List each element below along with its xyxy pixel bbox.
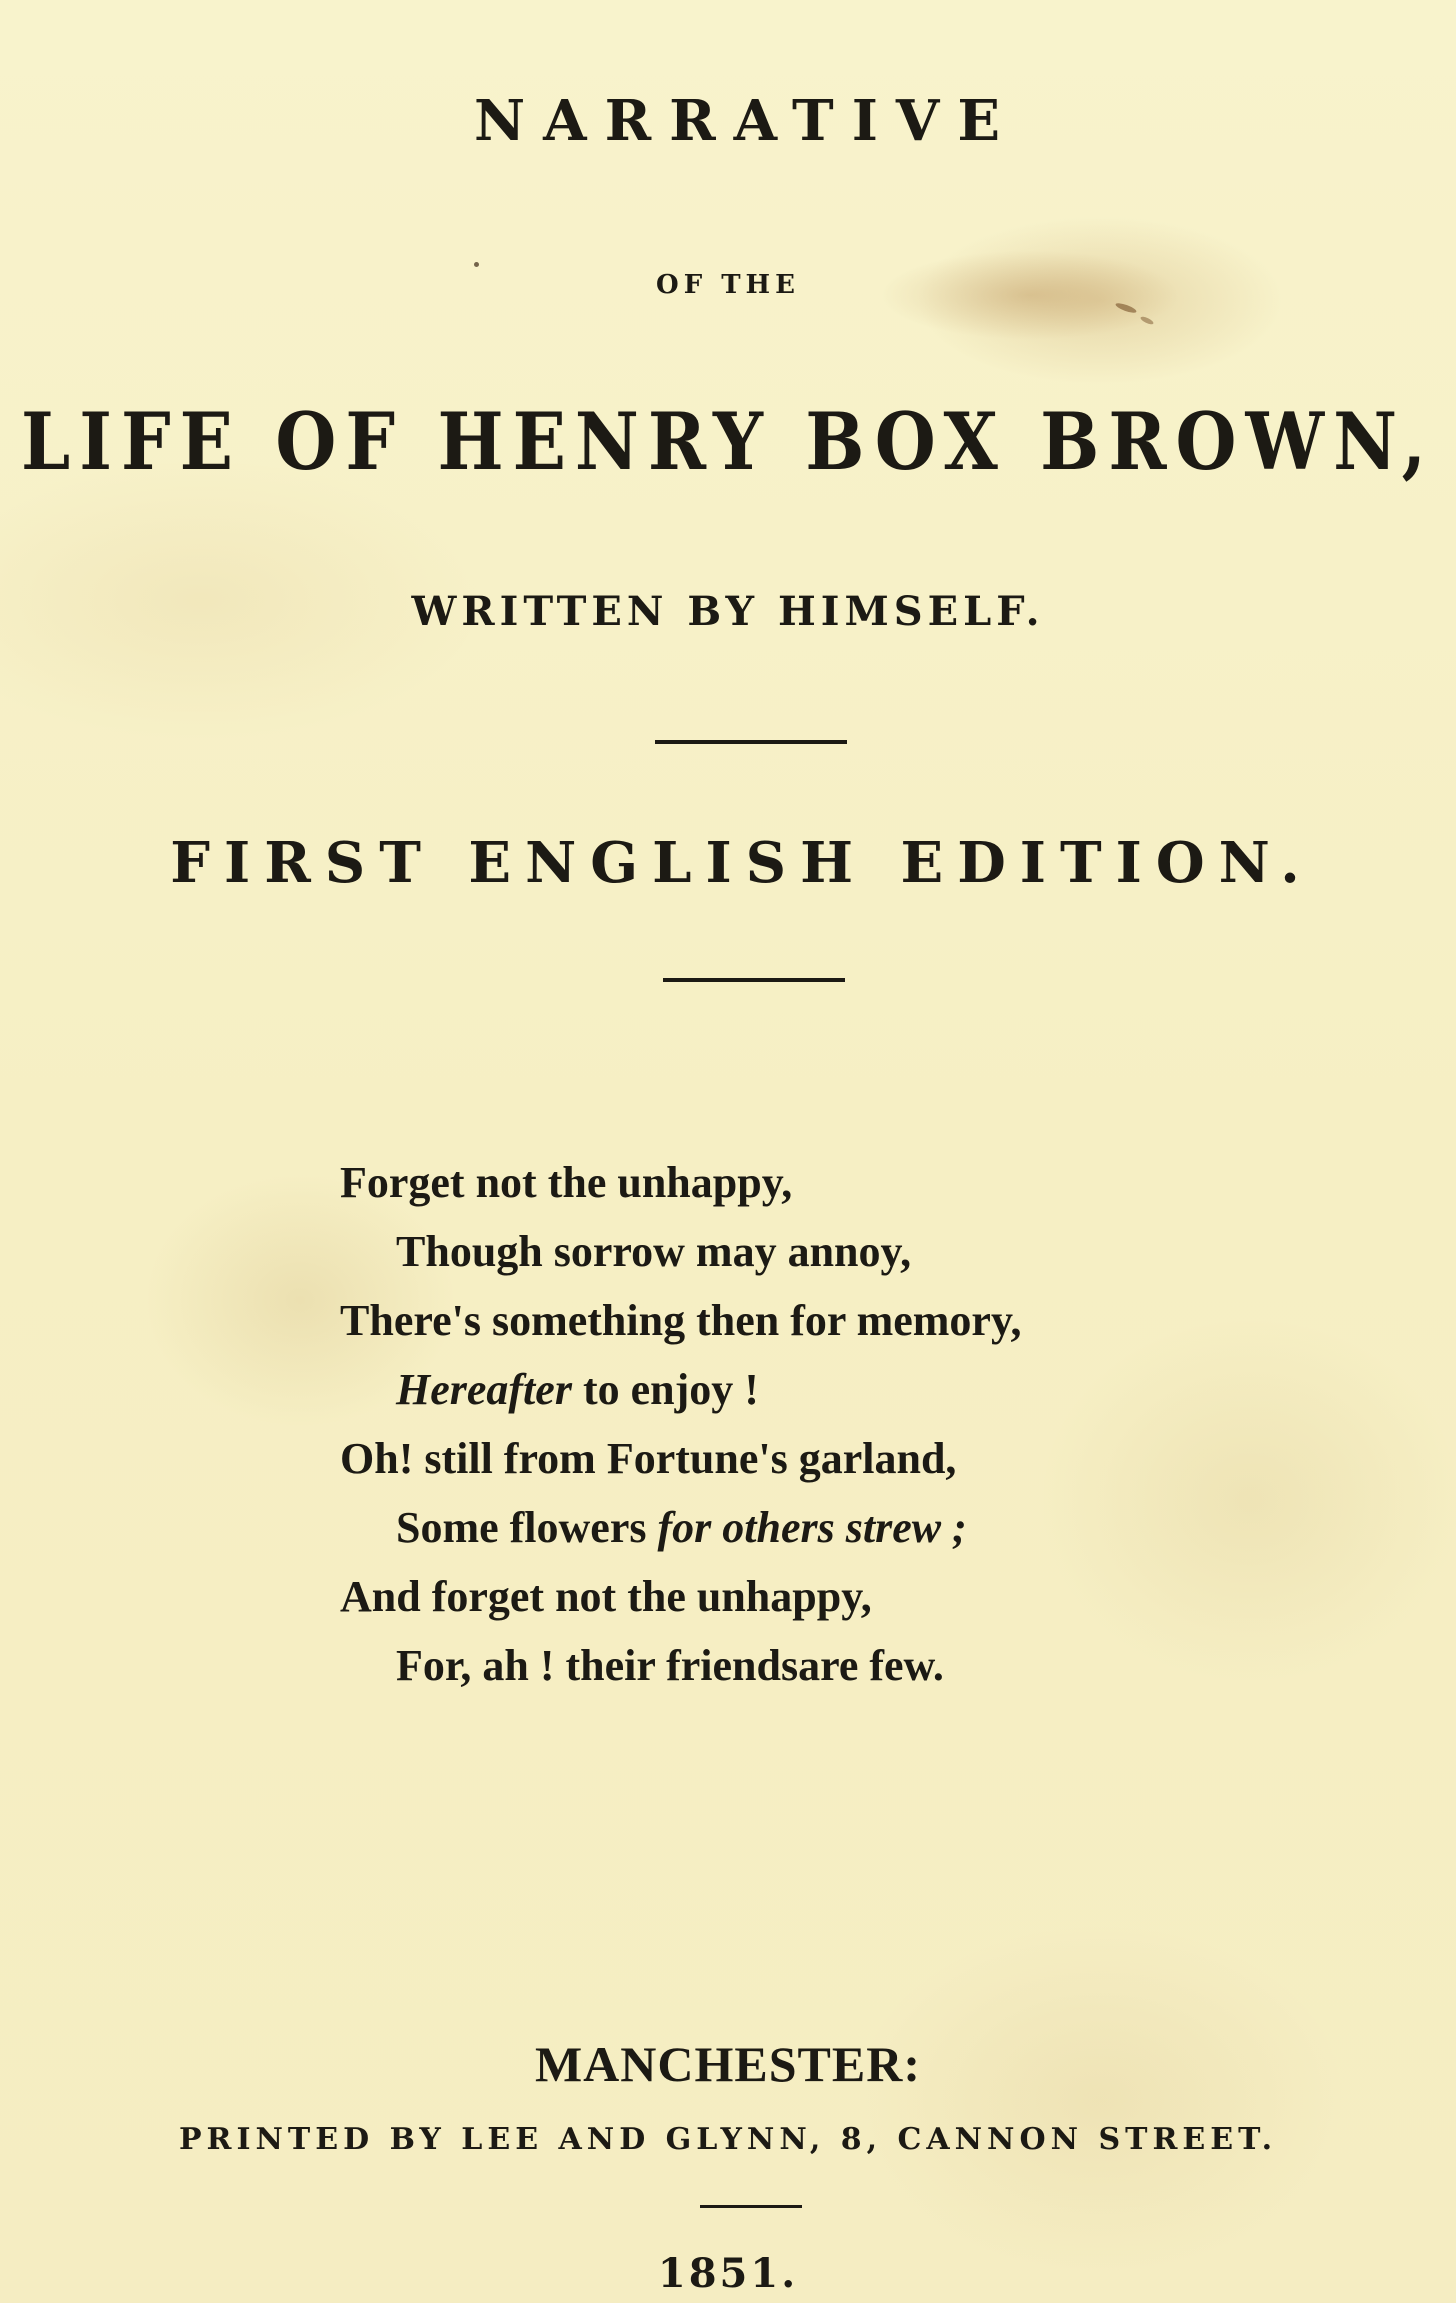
byline: WRITTEN BY HIMSELF. xyxy=(411,588,1045,635)
imprint-place: MANCHESTER: xyxy=(534,2036,922,2092)
imprint-printer: PRINTED BY LEE AND GLYNN, 8, CANNON STREET. xyxy=(178,2122,1278,2157)
poem-line: Forget not the unhappy, xyxy=(340,1158,793,1207)
paper-speck xyxy=(474,262,479,267)
edition-statement: FIRST ENGLISH EDITION. xyxy=(170,830,1314,896)
poem-line: Hereafter to enjoy ! xyxy=(396,1365,759,1414)
title-narrative: NARRATIVE xyxy=(473,88,1019,154)
imprint-year: 1851. xyxy=(657,2250,799,2297)
poem-line: And forget not the unhappy, xyxy=(340,1572,872,1621)
title-life-of-henry-box-brown: LIFE OF HENRY BOX BROWN, xyxy=(21,395,1435,488)
poem-line: Some flowers for others strew ; xyxy=(396,1503,967,1552)
title-of-the: OF THE xyxy=(656,270,800,300)
poem-line: For, ah ! their friendsare few. xyxy=(396,1641,944,1690)
divider-rule xyxy=(700,2205,802,2208)
divider-rule xyxy=(663,978,845,982)
divider-rule xyxy=(655,740,847,744)
poem-line: Though sorrow may annoy, xyxy=(396,1227,912,1276)
poem-line: There's something then for memory, xyxy=(340,1296,1022,1345)
poem-line: Oh! still from Fortune's garland, xyxy=(340,1434,957,1483)
epigraph-poem xyxy=(340,1148,1240,1700)
